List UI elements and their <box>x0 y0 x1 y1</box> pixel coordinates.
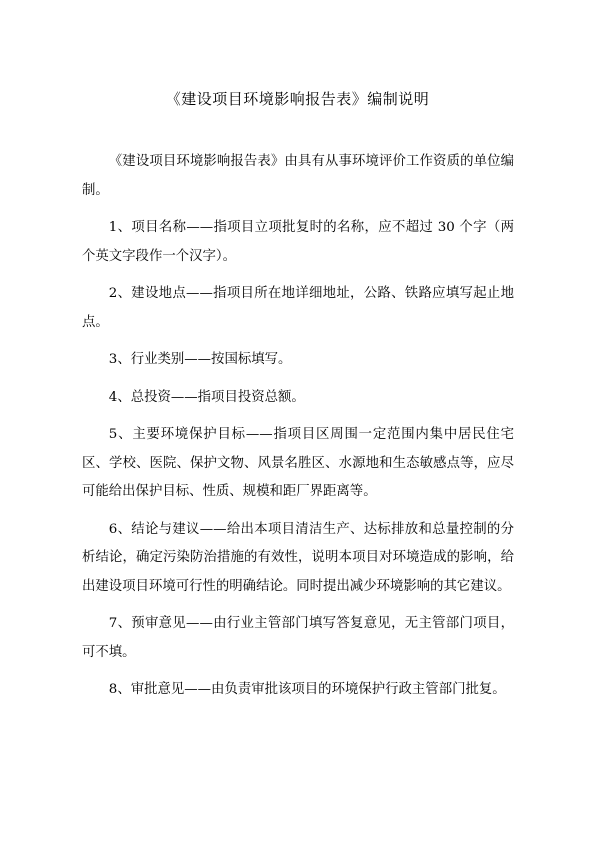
paragraph-total-investment: 4、总投资——指项目投资总额。 <box>108 389 305 405</box>
paragraph-approval: 8、审批意见——由负责审批该项目的环境保护行政主管部门批复。 <box>108 682 506 697</box>
paragraph-protection-targets: 5、主要环境保护目标——指项目区周围一定范围内集中居民住宅区、学校、医院、保护文物、风景名胜区、水源地和生态敏感点等，应尽可能给出保护目标、性质、规模和距厂界距离等。 <box>82 427 514 499</box>
paragraph-industry-category: 3、行业类别——按国标填写。 <box>108 352 292 367</box>
paragraph-project-name: 1、项目名称——指项目立项批复时的名称，应不超过 30 个字（两个英文字段作一个汉字）。 <box>82 220 514 264</box>
paragraph-construction-site: 2、建设地点——指项目所在地详细地址，公路、铁路应填写起止地点。 <box>82 286 514 330</box>
paragraph-preliminary-review: 7、预审意见——由行业主管部门填写答复意见，无主管部门项目，可不填。 <box>82 616 514 660</box>
document-body <box>82 148 514 714</box>
paragraph-conclusions: 6、结论与建议——给出本项目清洁生产、达标排放和总量控制的分析结论，确定污染防治措施的有效性，说明本项目对环境造成的影响，给出建设项目环境可行性的明确结论。同时提出减少环境影响的其它建议。 <box>82 521 514 594</box>
paragraph-intro: 《建设项目环境影响报告表》由具有从事环境评价工作资质的单位编制。 <box>82 154 514 198</box>
document-title: 《建设项目环境影响报告表》编制说明 <box>165 90 430 108</box>
